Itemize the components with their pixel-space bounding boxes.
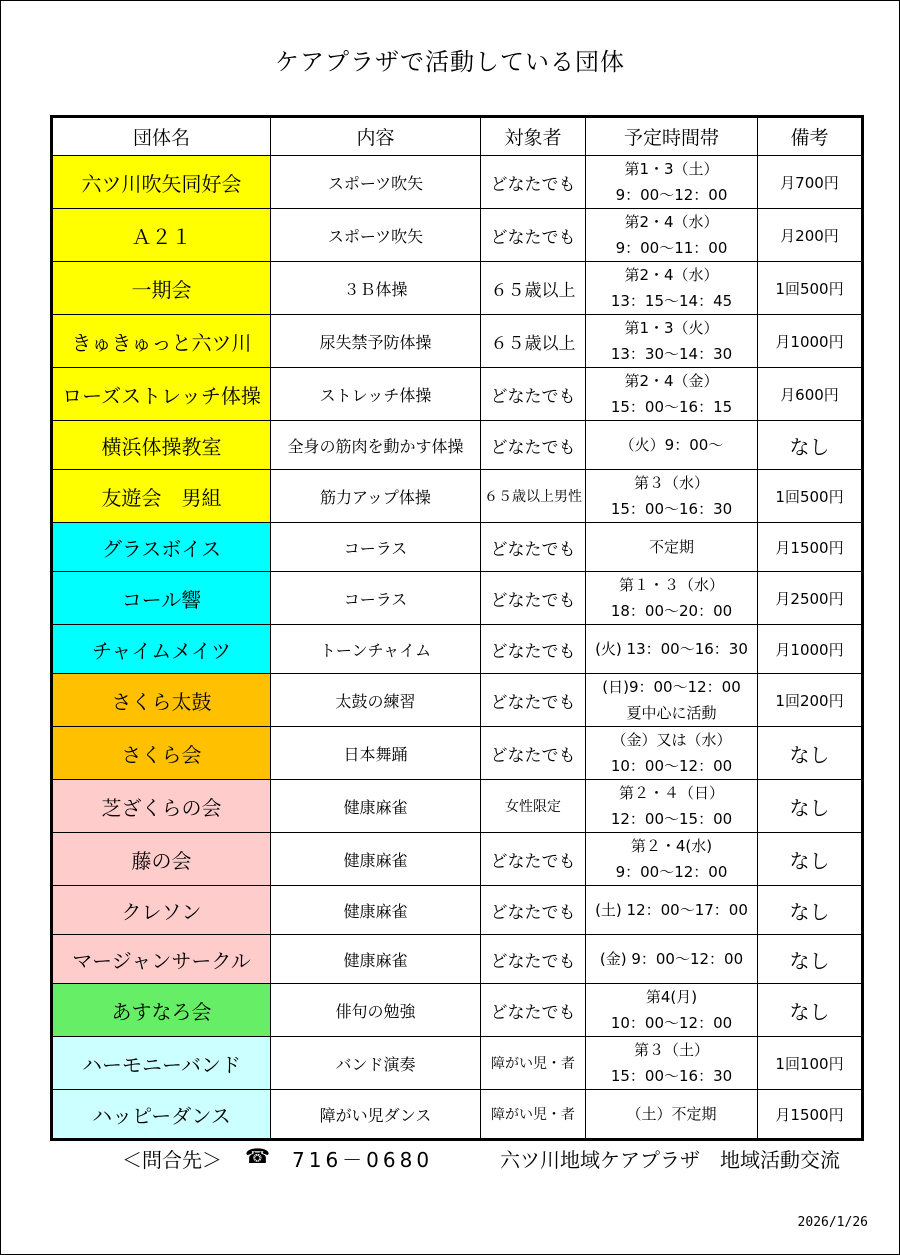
schedule-line: (日)9：00～12：00 bbox=[602, 678, 741, 696]
schedule-line: 第2・4（水） bbox=[624, 213, 719, 231]
table-row bbox=[52, 470, 863, 523]
schedule-cell bbox=[586, 523, 758, 572]
schedule-cell bbox=[586, 886, 758, 935]
target-cell: どなたでも bbox=[481, 368, 586, 421]
content-cell: コーラス bbox=[271, 572, 481, 625]
schedule-line: 夏中心に活動 bbox=[626, 704, 717, 722]
table-row bbox=[52, 625, 863, 674]
schedule-cell bbox=[586, 368, 758, 421]
target-cell: どなたでも bbox=[481, 935, 586, 984]
note-cell: 月1000円 bbox=[758, 625, 863, 674]
target-cell: どなたでも bbox=[481, 209, 586, 262]
schedule-line: 15：00～16：15 bbox=[610, 398, 733, 416]
table-row bbox=[52, 209, 863, 262]
note-cell: 月200円 bbox=[758, 209, 863, 262]
content-cell: 全身の筋肉を動かす体操 bbox=[271, 421, 481, 470]
group-name-cell: 友遊会 男組 bbox=[52, 470, 271, 523]
note-cell: 1回200円 bbox=[758, 674, 863, 727]
table-row bbox=[52, 780, 863, 833]
schedule-cell bbox=[586, 780, 758, 833]
note-cell: 月700円 bbox=[758, 156, 863, 209]
schedule-cell bbox=[586, 674, 758, 727]
content-cell: 筋力アップ体操 bbox=[271, 470, 481, 523]
schedule-line: 第2・4（水） bbox=[624, 266, 719, 284]
target-cell: 障がい児・者 bbox=[481, 1090, 586, 1140]
schedule-line: 第1・3（土） bbox=[624, 160, 719, 178]
schedule-cell bbox=[586, 984, 758, 1037]
schedule-line: （土）不定期 bbox=[626, 1105, 717, 1123]
target-cell: どなたでも bbox=[481, 886, 586, 935]
note-cell: 月2500円 bbox=[758, 572, 863, 625]
table-row bbox=[52, 727, 863, 780]
schedule-cell bbox=[586, 833, 758, 886]
target-cell: どなたでも bbox=[481, 984, 586, 1037]
schedule-cell bbox=[586, 935, 758, 984]
note-cell: 1回500円 bbox=[758, 262, 863, 315]
content-cell: 健康麻雀 bbox=[271, 886, 481, 935]
table-row bbox=[52, 368, 863, 421]
schedule-cell bbox=[586, 470, 758, 523]
schedule-line: 第２・４（日） bbox=[618, 784, 724, 802]
target-cell: どなたでも bbox=[481, 833, 586, 886]
schedule-line: 第１・３（水） bbox=[618, 576, 724, 594]
schedule-line: 10：00～12：00 bbox=[610, 757, 733, 775]
table-row bbox=[52, 935, 863, 984]
note-cell: なし bbox=[758, 780, 863, 833]
table-row bbox=[52, 674, 863, 727]
group-name-cell: 藤の会 bbox=[52, 833, 271, 886]
group-name-cell: 芝ざくらの会 bbox=[52, 780, 271, 833]
schedule-line: (火) 13：00～16：30 bbox=[595, 640, 748, 658]
content-cell: スポーツ吹矢 bbox=[271, 209, 481, 262]
schedule-line: 第３（土） bbox=[633, 1041, 709, 1059]
target-cell: どなたでも bbox=[481, 727, 586, 780]
note-cell: 月1500円 bbox=[758, 1090, 863, 1140]
group-name-cell: Ａ２１ bbox=[52, 209, 271, 262]
target-cell: どなたでも bbox=[481, 523, 586, 572]
group-name-cell: ハーモニーバンド bbox=[52, 1037, 271, 1090]
table-body bbox=[52, 156, 863, 1140]
target-cell: 女性限定 bbox=[481, 780, 586, 833]
schedule-line: 10：00～12：00 bbox=[610, 1014, 733, 1032]
target-cell: ６５歳以上男性 bbox=[481, 470, 586, 523]
target-cell: どなたでも bbox=[481, 625, 586, 674]
contact-label: ＜問合先＞ bbox=[122, 1148, 222, 1172]
note-cell: 月600円 bbox=[758, 368, 863, 421]
groups-table bbox=[50, 115, 864, 1141]
header-notes: 備考 bbox=[758, 117, 863, 156]
note-cell: 月1500円 bbox=[758, 523, 863, 572]
group-name-cell: ローズストレッチ体操 bbox=[52, 368, 271, 421]
schedule-cell bbox=[586, 572, 758, 625]
table-row bbox=[52, 1037, 863, 1090]
header-schedule: 予定時間帯 bbox=[586, 117, 758, 156]
schedule-cell bbox=[586, 1037, 758, 1090]
schedule-line: 9：00～11：00 bbox=[615, 239, 728, 257]
print-date: 2026/1/26 bbox=[797, 1215, 868, 1230]
schedule-line: （金）又は（水） bbox=[611, 731, 732, 749]
content-cell: 日本舞踊 bbox=[271, 727, 481, 780]
schedule-cell bbox=[586, 1090, 758, 1140]
group-name-cell: 一期会 bbox=[52, 262, 271, 315]
content-cell: 尿失禁予防体操 bbox=[271, 315, 481, 368]
target-cell: どなたでも bbox=[481, 421, 586, 470]
content-cell: 健康麻雀 bbox=[271, 833, 481, 886]
content-cell: 太鼓の練習 bbox=[271, 674, 481, 727]
content-cell: 健康麻雀 bbox=[271, 935, 481, 984]
schedule-line: 18：00～20：00 bbox=[610, 602, 733, 620]
group-name-cell: コール響 bbox=[52, 572, 271, 625]
group-name-cell: さくら太鼓 bbox=[52, 674, 271, 727]
schedule-cell bbox=[586, 262, 758, 315]
note-cell: なし bbox=[758, 886, 863, 935]
group-name-cell: 六ツ川吹矢同好会 bbox=[52, 156, 271, 209]
schedule-line: 15：00～16：30 bbox=[610, 1067, 733, 1085]
schedule-line: 第３（水） bbox=[633, 474, 709, 492]
schedule-cell bbox=[586, 209, 758, 262]
content-cell: ストレッチ体操 bbox=[271, 368, 481, 421]
table-row bbox=[52, 262, 863, 315]
target-cell: ６５歳以上 bbox=[481, 262, 586, 315]
schedule-cell bbox=[586, 727, 758, 780]
group-name-cell: グラスボイス bbox=[52, 523, 271, 572]
table-row bbox=[52, 886, 863, 935]
target-cell: どなたでも bbox=[481, 572, 586, 625]
header-content: 内容 bbox=[271, 117, 481, 156]
note-cell: なし bbox=[758, 935, 863, 984]
content-cell: バンド演奏 bbox=[271, 1037, 481, 1090]
group-name-cell: クレソン bbox=[52, 886, 271, 935]
schedule-line: 第4(月) bbox=[645, 988, 698, 1006]
schedule-line: 9：00～12：00 bbox=[615, 186, 728, 204]
phone-number: 716－0680 bbox=[292, 1148, 434, 1172]
schedule-line: 12：00～15：00 bbox=[610, 810, 733, 828]
schedule-cell bbox=[586, 625, 758, 674]
schedule-line: 15：00～16：30 bbox=[610, 500, 733, 518]
table-header-row bbox=[52, 117, 863, 156]
header-group-name: 団体名 bbox=[52, 117, 271, 156]
table-row bbox=[52, 572, 863, 625]
table-row bbox=[52, 421, 863, 470]
table-row bbox=[52, 523, 863, 572]
note-cell: 月1000円 bbox=[758, 315, 863, 368]
content-cell: 障がい児ダンス bbox=[271, 1090, 481, 1140]
table-row bbox=[52, 1090, 863, 1140]
content-cell: スポーツ吹矢 bbox=[271, 156, 481, 209]
office-name: 六ツ川地域ケアプラザ 地域活動交流 bbox=[500, 1148, 840, 1172]
schedule-line: 9：00～12：00 bbox=[615, 863, 728, 881]
table-row bbox=[52, 315, 863, 368]
schedule-cell bbox=[586, 421, 758, 470]
schedule-line: 不定期 bbox=[648, 538, 694, 556]
schedule-line: 13：30～14：30 bbox=[610, 345, 733, 363]
group-name-cell: ハッピーダンス bbox=[52, 1090, 271, 1140]
group-name-cell: チャイムメイツ bbox=[52, 625, 271, 674]
target-cell: どなたでも bbox=[481, 674, 586, 727]
schedule-line: （火）9：00～ bbox=[619, 436, 724, 454]
schedule-line: (金) 9：00～12：00 bbox=[599, 950, 744, 968]
page-title: ケアプラザで活動している団体 bbox=[275, 48, 625, 76]
target-cell: 障がい児・者 bbox=[481, 1037, 586, 1090]
note-cell: なし bbox=[758, 984, 863, 1037]
schedule-line: 第2・4（金） bbox=[624, 372, 719, 390]
group-name-cell: 横浜体操教室 bbox=[52, 421, 271, 470]
group-name-cell: きゅきゅっと六ツ川 bbox=[52, 315, 271, 368]
note-cell: なし bbox=[758, 833, 863, 886]
schedule-line: 第２・4(水) bbox=[630, 837, 713, 855]
content-cell: 健康麻雀 bbox=[271, 780, 481, 833]
schedule-cell bbox=[586, 156, 758, 209]
target-cell: どなたでも bbox=[481, 156, 586, 209]
note-cell: なし bbox=[758, 421, 863, 470]
content-cell: トーンチャイム bbox=[271, 625, 481, 674]
schedule-line: (土) 12：00～17：00 bbox=[595, 901, 748, 919]
table-row bbox=[52, 984, 863, 1037]
target-cell: ６５歳以上 bbox=[481, 315, 586, 368]
note-cell: なし bbox=[758, 727, 863, 780]
content-cell: ３Ｂ体操 bbox=[271, 262, 481, 315]
phone-icon: ☎ bbox=[245, 1144, 270, 1168]
content-cell: 俳句の勉強 bbox=[271, 984, 481, 1037]
header-target: 対象者 bbox=[481, 117, 586, 156]
content-cell: コーラス bbox=[271, 523, 481, 572]
table-row bbox=[52, 156, 863, 209]
schedule-line: 13：15～14：45 bbox=[610, 292, 733, 310]
group-name-cell: あすなろ会 bbox=[52, 984, 271, 1037]
note-cell: 1回500円 bbox=[758, 470, 863, 523]
schedule-line: 第1・3（火） bbox=[624, 319, 719, 337]
note-cell: 1回100円 bbox=[758, 1037, 863, 1090]
table-row bbox=[52, 833, 863, 886]
schedule-cell bbox=[586, 315, 758, 368]
group-name-cell: さくら会 bbox=[52, 727, 271, 780]
group-name-cell: マージャンサークル bbox=[52, 935, 271, 984]
